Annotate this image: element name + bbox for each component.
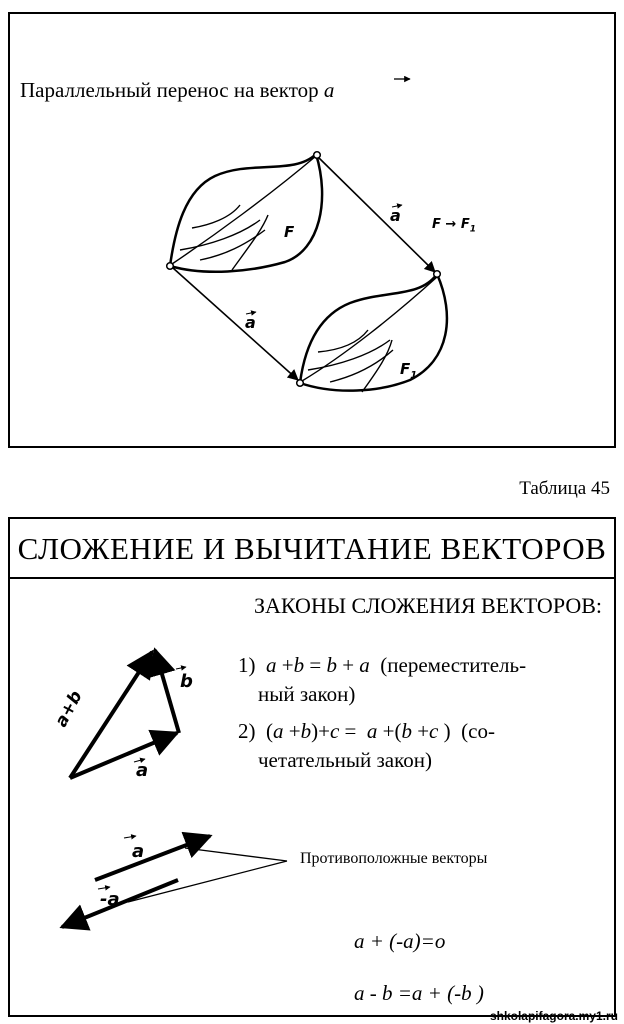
- opposite-vectors-label: Противоположные векторы: [300, 850, 488, 867]
- label-figure-F1: $F_1$: [400, 360, 418, 381]
- point-left: [167, 263, 174, 270]
- vector-addition-panel: [8, 517, 616, 1017]
- translation-vector-top: [318, 157, 435, 272]
- formula-sum-opposite: a + (-a)=o: [354, 929, 446, 953]
- formula-subtraction: a - b =a + (-b ): [354, 981, 484, 1005]
- law-1: 1) a +b = b + a (переместитель-: [238, 653, 527, 677]
- leaf-F-veins: [172, 156, 316, 270]
- law-1-line2: ный закон): [258, 682, 356, 706]
- label-opposite-neg-a: -a: [100, 889, 120, 910]
- law-2: 2) (a +b)+c = a +(b +c ) (со-: [238, 719, 495, 743]
- translation-title-text: Параллельный перенос на вектор: [20, 78, 319, 102]
- leaf-F1: [300, 274, 447, 391]
- leaf-F: [170, 154, 322, 272]
- law-2-line2: четательный закон): [258, 748, 432, 772]
- watermark: shkolapifagora.my1.ru: [489, 1009, 618, 1023]
- label-vector-a-top: a: [390, 206, 401, 225]
- label-opposite-a: a: [132, 841, 145, 862]
- table-number: Таблица 45: [519, 478, 610, 499]
- translation-vector-label: a: [323, 78, 335, 102]
- point-right: [434, 271, 441, 278]
- point-top: [314, 152, 321, 159]
- label-mapping: $F \to F_1$: [432, 217, 476, 235]
- label-figure-F: F: [284, 223, 295, 241]
- label-triangle-sum: a+b: [51, 687, 87, 731]
- laws-title: ЗАКОНЫ СЛОЖЕНИЯ ВЕКТОРОВ:: [254, 593, 602, 618]
- label-triangle-a: a: [136, 760, 149, 781]
- translation-vector-bottom: [173, 268, 298, 380]
- panel-header: СЛОЖЕНИЕ И ВЫЧИТАНИЕ ВЕКТОРОВ: [10, 519, 614, 579]
- label-vector-a-bottom: a: [245, 313, 256, 332]
- point-bottom: [297, 380, 304, 387]
- label-triangle-b: b: [180, 671, 193, 692]
